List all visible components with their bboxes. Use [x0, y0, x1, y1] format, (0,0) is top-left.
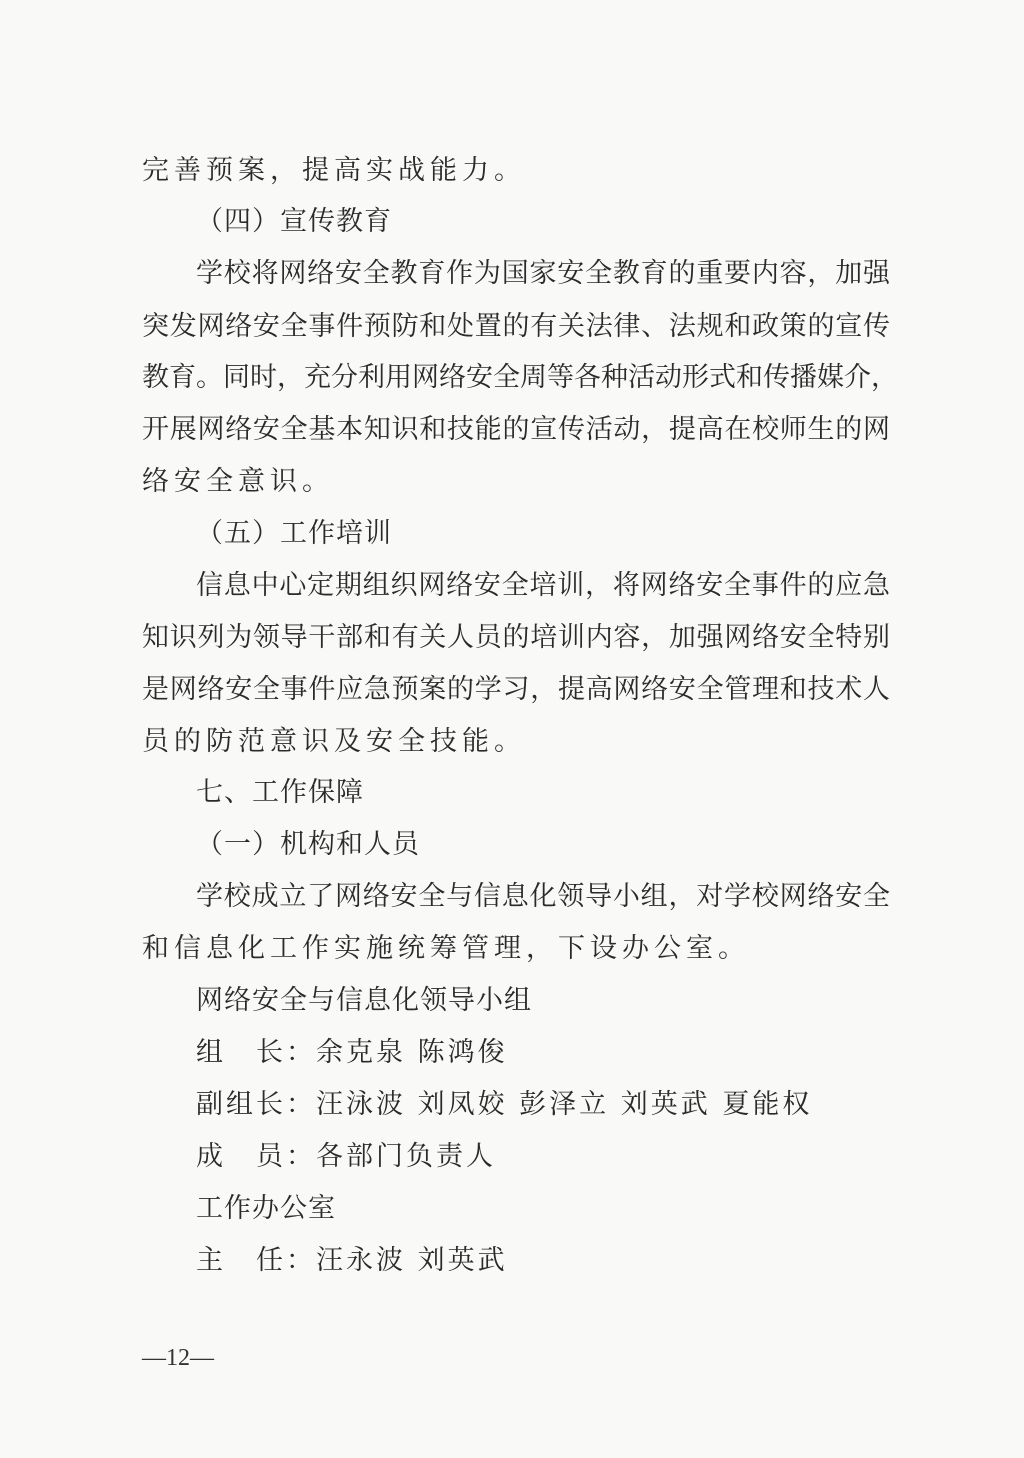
page-number: —12— [142, 1345, 214, 1371]
office-title: 工作办公室 [196, 1193, 336, 1224]
section-heading: （四）宣传教育 [196, 206, 392, 237]
member-line: 主 任：汪永波 刘英武 [196, 1245, 508, 1276]
paragraph-line: 络安全意识。 [142, 466, 334, 497]
paragraph-line: 突发网络安全事件预防和处置的有关法律、法规和政策的宣传 [142, 311, 890, 342]
member-line: 成 员：各部门负责人 [196, 1141, 496, 1172]
paragraph-line: 是网络安全事件应急预案的学习，提高网络安全管理和技术人 [142, 674, 890, 705]
group-title: 网络安全与信息化领导小组 [196, 985, 532, 1016]
paragraph-line: 信息中心定期组织网络安全培训，将网络安全事件的应急 [196, 570, 890, 601]
section-heading: （五）工作培训 [196, 518, 392, 549]
paragraph-line: 学校成立了网络安全与信息化领导小组，对学校网络安全 [196, 881, 890, 912]
paragraph-line: 员的防范意识及安全技能。 [142, 726, 526, 757]
paragraph-line: 教育。同时，充分利用网络安全周等各种活动形式和传播媒介， [142, 362, 898, 393]
member-line: 组 长：余克泉 陈鸿俊 [196, 1037, 508, 1068]
paragraph-line: 和信息化工作实施统筹管理，下设办公室。 [142, 933, 750, 964]
section-heading: （一）机构和人员 [196, 829, 420, 860]
paragraph-line: 知识列为领导干部和有关人员的培训内容，加强网络安全特别 [142, 622, 890, 653]
paragraph-line: 完善预案，提高实战能力。 [142, 155, 526, 186]
paragraph-line: 学校将网络安全教育作为国家安全教育的重要内容，加强 [196, 258, 890, 289]
chapter-heading: 七、工作保障 [196, 777, 364, 808]
member-line: 副组长：汪泳波 刘凤姣 彭泽立 刘英武 夏能权 [196, 1089, 813, 1120]
paragraph-line: 开展网络安全基本知识和技能的宣传活动，提高在校师生的网 [142, 414, 890, 445]
